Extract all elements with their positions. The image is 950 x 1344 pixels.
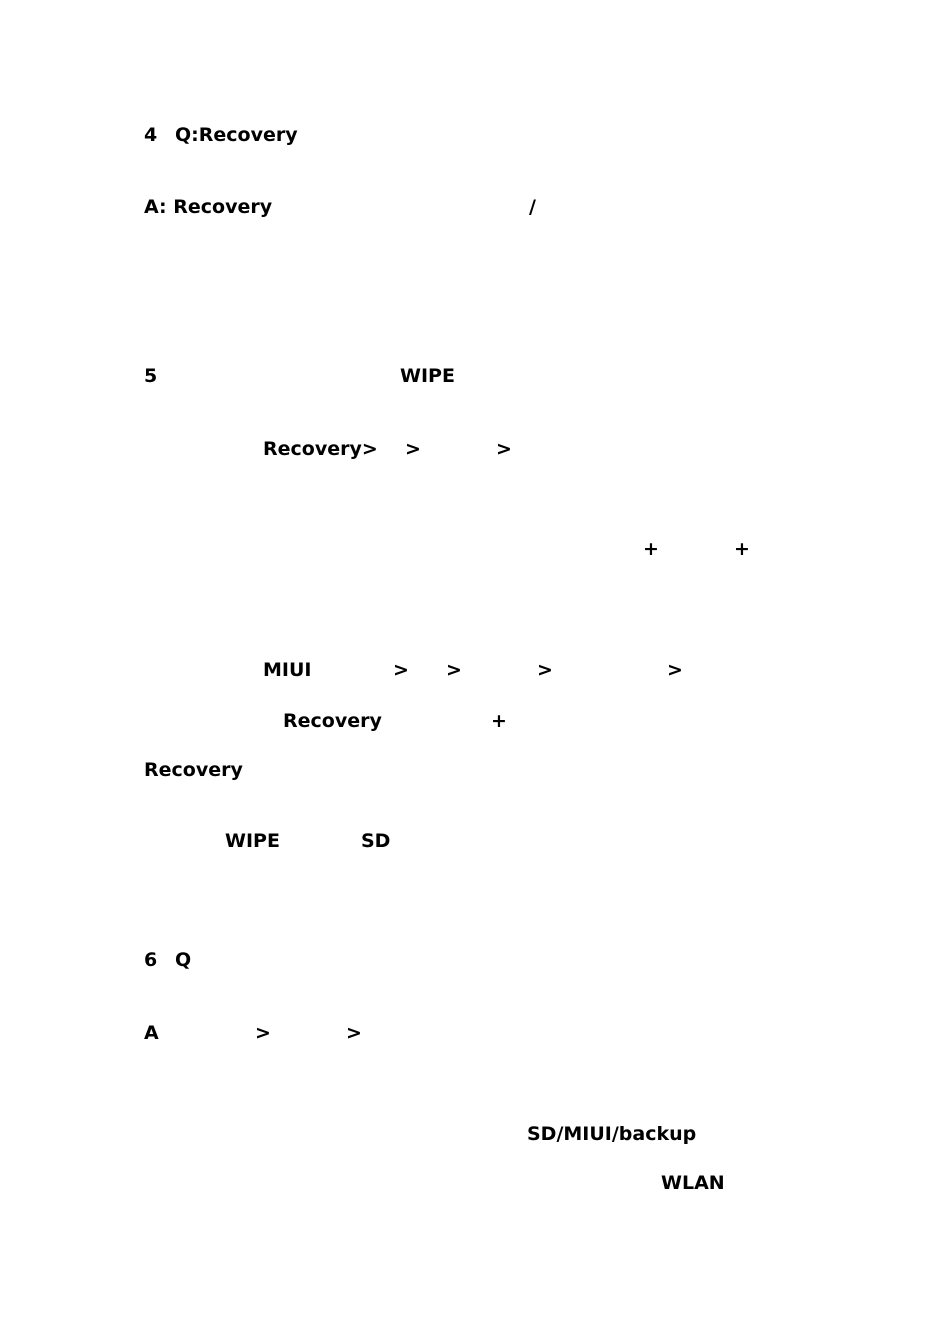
q6-arrow1: > xyxy=(255,1022,271,1044)
q4-number: 4 xyxy=(144,124,158,146)
q5-path1-recovery: Recovery> xyxy=(263,438,378,460)
q6-arrow2: > xyxy=(346,1022,362,1044)
q5-note-sd: SD xyxy=(361,830,391,852)
q5-path1-arrow1: > xyxy=(405,438,421,460)
q5-recovery-end: Recovery xyxy=(144,759,243,781)
q5-note-wipe: WIPE xyxy=(225,830,280,852)
q5-path2-arrow3: > xyxy=(537,659,553,681)
q5-path2-arrow4: > xyxy=(667,659,683,681)
q4-answer-label: A: Recovery xyxy=(144,196,273,218)
q5-key-plus2: + xyxy=(734,538,750,560)
q5-recovery-line: Recovery xyxy=(283,710,382,732)
q5-recovery-plus: + xyxy=(491,710,507,732)
q4-question: Q:Recovery xyxy=(175,124,298,146)
q5-path2-arrow2: > xyxy=(446,659,462,681)
q5-path2-arrow1: > xyxy=(393,659,409,681)
q5-key-plus1: + xyxy=(643,538,659,560)
q5-wipe: WIPE xyxy=(400,365,455,387)
q6-wlan: WLAN xyxy=(661,1172,725,1194)
q5-path1-arrow2: > xyxy=(496,438,512,460)
q5-number: 5 xyxy=(144,365,158,387)
q6-backup-path: SD/MIUI/backup xyxy=(527,1123,697,1145)
q6-number: 6 xyxy=(144,949,158,971)
q6-answer-label: A xyxy=(144,1022,159,1044)
q5-path2-miui: MIUI xyxy=(263,659,312,681)
q4-answer-slash: / xyxy=(529,196,536,218)
q6-question: Q xyxy=(175,949,192,971)
